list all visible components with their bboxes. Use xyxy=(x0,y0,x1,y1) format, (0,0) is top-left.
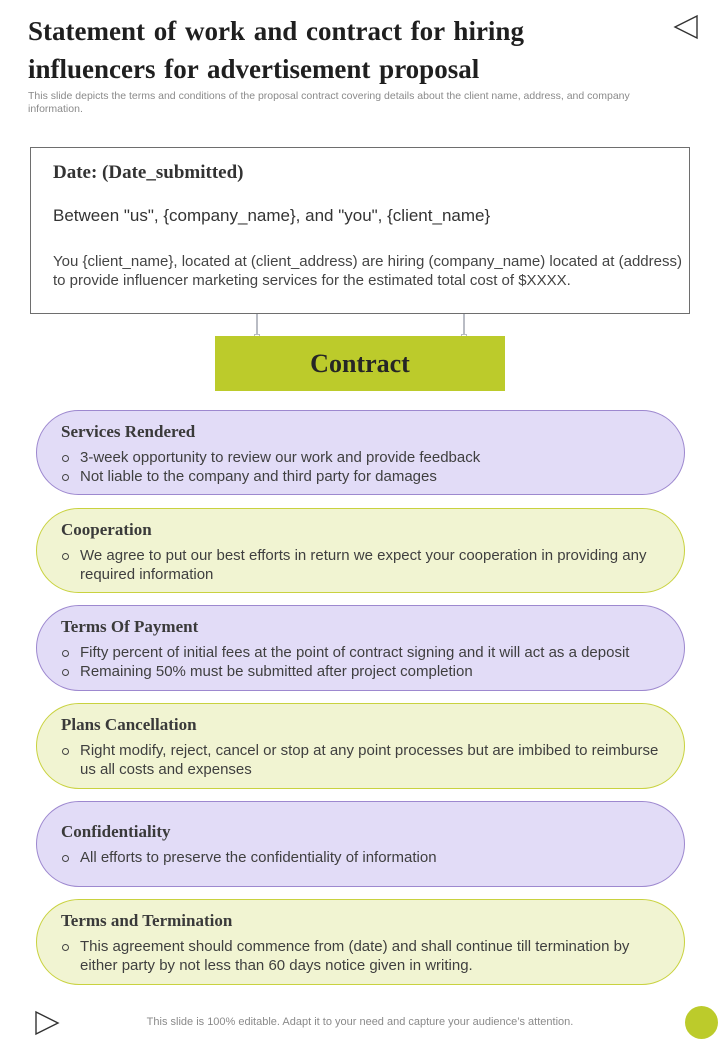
footer-note: This slide is 100% editable. Adapt it to your need and capture your audience’s attention. xyxy=(146,1016,574,1028)
card-terms-of-payment xyxy=(36,605,685,691)
card-cooperation xyxy=(36,508,685,593)
date-heading: Date: (Date_submitted) xyxy=(53,162,244,183)
list-item: Fifty percent of initial fees at the point of contract signing and it will act as a deposit xyxy=(61,643,662,662)
parties-line: Between "us", {company_name}, and "you", {client_name} xyxy=(53,206,491,225)
list-item: Not liable to the company and third party for damages xyxy=(61,467,662,486)
card-title: Terms Of Payment xyxy=(61,617,199,636)
list-item: 3-week opportunity to review our work and provide feedback xyxy=(61,448,662,467)
card-title: Terms and Termination xyxy=(61,911,233,930)
contract-header xyxy=(215,336,505,391)
card-title: Cooperation xyxy=(61,520,152,539)
list-item: This agreement should commence from (date) and shall continue till termination by either party by not less than 60 days notice given in writing. xyxy=(61,937,662,975)
card-title: Confidentiality xyxy=(61,822,171,841)
card-plans-cancellation xyxy=(36,703,685,789)
card-title: Plans Cancellation xyxy=(61,715,197,734)
contract-label: Contract xyxy=(310,348,410,378)
page-subtitle: This slide depicts the terms and conditions of the proposal contract covering details about the client name, address, and company information. xyxy=(28,90,630,115)
list-item: Right modify, reject, cancel or stop at any point processes but are imbibed to reimburse us all costs and expenses xyxy=(61,741,662,779)
list-item: Remaining 50% must be submitted after project completion xyxy=(61,662,662,681)
triangle-left-icon[interactable] xyxy=(673,14,699,40)
proposal-info-box xyxy=(30,147,690,314)
list-item: We agree to put our best efforts in return we expect your cooperation in providing any required information xyxy=(61,546,662,584)
green-circle-decoration xyxy=(685,1006,718,1039)
card-services-rendered xyxy=(36,410,685,495)
card-title: Services Rendered xyxy=(61,422,196,441)
card-confidentiality xyxy=(36,801,685,887)
list-item: All efforts to preserve the confidentiality of information xyxy=(61,848,662,867)
page-title: Statement of work and contract for hiring influencers for advertisement proposal xyxy=(28,16,524,84)
proposal-description: You {client_name}, located at (client_address) are hiring (company_name) located at (address) to provide influencer marketing services for the estimated total cost of $XXXX. xyxy=(53,253,682,289)
card-terms-and-termination xyxy=(36,899,685,985)
